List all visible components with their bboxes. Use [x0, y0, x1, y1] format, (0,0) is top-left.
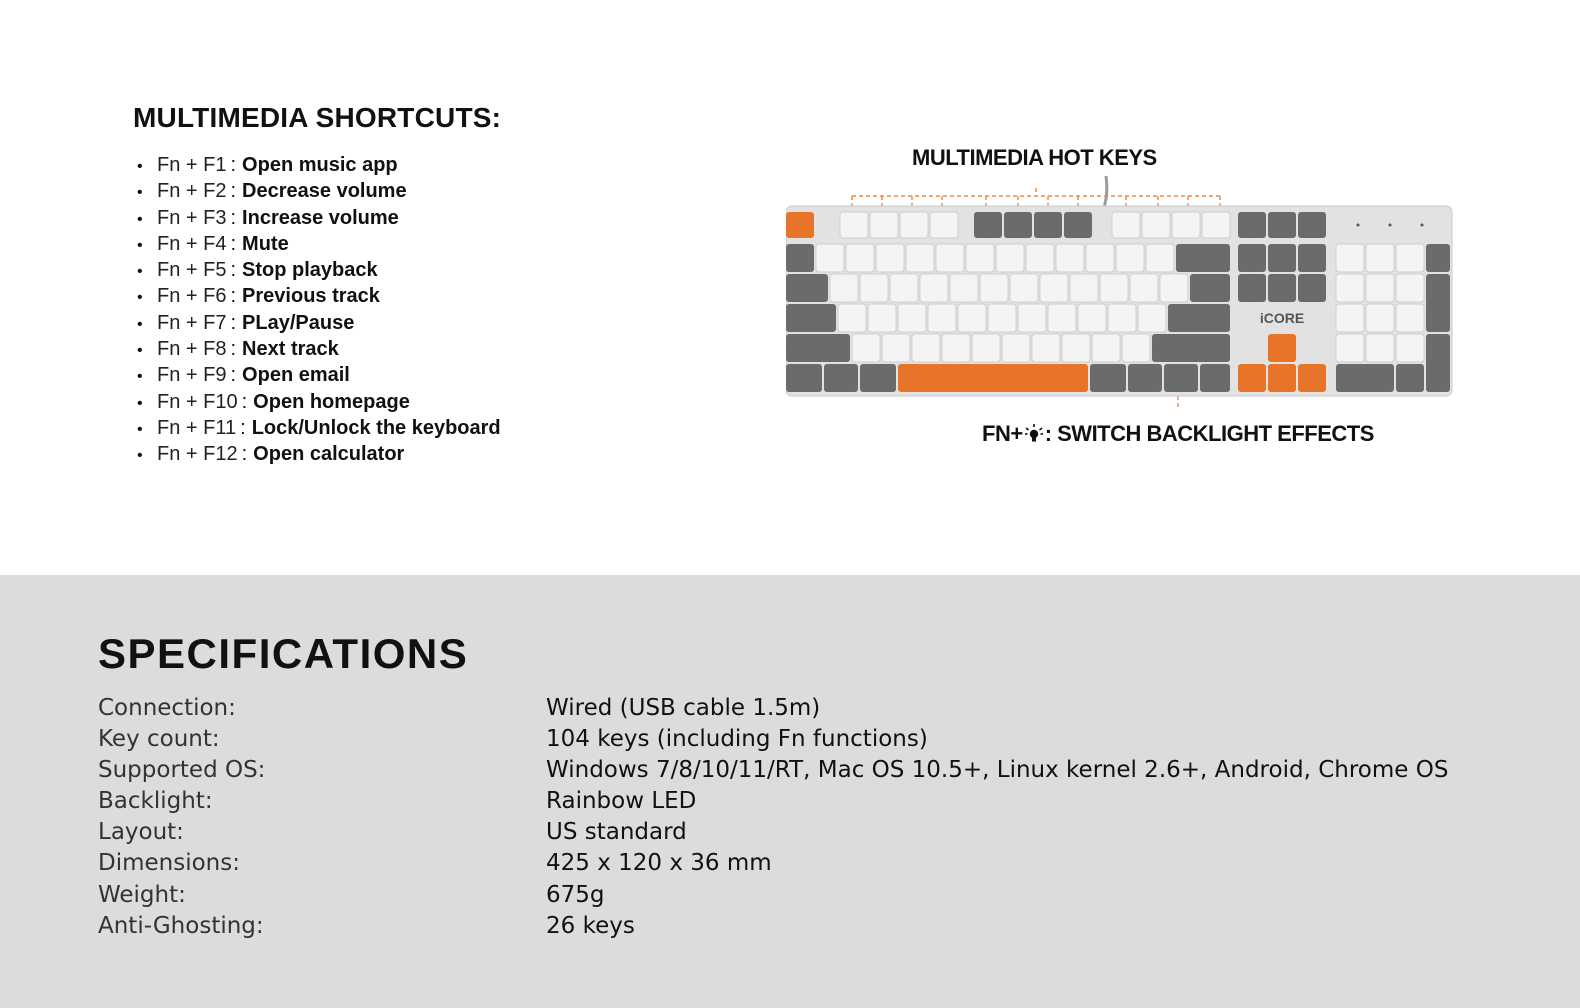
spec-row — [98, 755, 1448, 786]
bullet-icon: • — [137, 210, 143, 228]
shortcut-action: Increase volume — [242, 206, 399, 229]
shortcut-item: • Fn + F7 : PLay/Pause — [137, 310, 501, 336]
bullet-icon: • — [137, 342, 143, 360]
shortcut-combo: Fn + F4 — [157, 232, 227, 255]
brand-logo: iCORE — [1259, 310, 1305, 326]
shortcut-action: Decrease volume — [242, 180, 407, 203]
shortcut-action: Stop playback — [242, 259, 378, 282]
shortcut-combo: Fn + F2 — [157, 180, 227, 203]
shortcut-action: Open homepage — [253, 390, 410, 413]
spec-value: 26 keys — [546, 912, 635, 939]
bullet-icon: • — [137, 368, 143, 386]
shortcut-item: • Fn + F5 : Stop playback — [137, 257, 501, 283]
spec-label: Layout: — [98, 819, 184, 846]
bullet-icon: • — [137, 394, 143, 412]
shortcut-combo: Fn + F12 — [157, 443, 238, 466]
shortcut-item: • Fn + F6 : Previous track — [137, 283, 501, 309]
shortcut-combo: Fn + F9 — [157, 364, 227, 387]
shortcut-combo: Fn + F7 — [157, 311, 227, 334]
shortcut-action: Open music app — [242, 154, 398, 176]
backlight-caption — [982, 421, 1374, 447]
shortcut-combo: Fn + F5 — [157, 259, 227, 282]
shortcut-item: • Fn + F1 : Open music app — [137, 152, 501, 178]
spec-value: 675g — [546, 881, 605, 908]
spec-label: Dimensions: — [98, 850, 240, 877]
bullet-icon: • — [137, 236, 143, 254]
shortcut-list — [137, 152, 501, 468]
shortcut-action: PLay/Pause — [242, 311, 355, 334]
spec-row — [98, 848, 1448, 879]
shortcut-item: • Fn + F3 : Increase volume — [137, 205, 501, 231]
shortcuts-title: MULTIMEDIA SHORTCUTS: — [133, 102, 502, 133]
spec-label: Weight: — [98, 881, 186, 908]
shortcut-item: • Fn + F11 : Lock/Unlock the keyboard — [137, 415, 501, 441]
bullet-icon: • — [137, 158, 143, 175]
backlight-prefix: FN+ — [982, 421, 1023, 446]
shortcut-combo: Fn + F8 — [157, 338, 227, 361]
shortcut-combo: Fn + F6 — [157, 285, 227, 308]
shortcut-combo: Fn + F3 — [157, 206, 227, 229]
shortcut-action: Next track — [242, 338, 339, 361]
spec-value: 425 x 120 x 36 mm — [546, 850, 772, 877]
shortcut-item: • Fn + F12 : Open calculator — [137, 441, 501, 467]
shortcut-item: • Fn + F10 : Open homepage — [137, 389, 501, 415]
spec-value: Wired (USB cable 1.5m) — [546, 695, 821, 721]
spec-row — [98, 693, 1448, 724]
bullet-icon: • — [137, 315, 143, 333]
spec-row — [98, 817, 1448, 848]
lightbulb-icon — [1025, 424, 1043, 444]
spec-value: US standard — [546, 819, 687, 846]
bullet-icon: • — [137, 447, 143, 465]
bullet-icon: • — [137, 263, 143, 281]
spec-label: Backlight: — [98, 788, 213, 815]
spec-row — [98, 724, 1448, 755]
number-row — [786, 244, 1450, 272]
hotkeys-title: MULTIMEDIA HOT KEYS — [912, 145, 1157, 170]
shortcut-item: • Fn + F4 : Mute — [137, 231, 501, 257]
spec-value: 104 keys (including Fn functions) — [546, 726, 928, 753]
shortcut-item: • Fn + F2 : Decrease volume — [137, 178, 501, 204]
specifications-title: SPECIFICATIONS — [98, 630, 469, 677]
keyboard-image — [786, 170, 1458, 410]
spec-label: Supported OS: — [98, 757, 266, 784]
spec-label: Anti-Ghosting: — [98, 912, 264, 939]
backlight-suffix: : SWITCH BACKLIGHT EFFECTS — [1044, 421, 1374, 446]
spec-label: Connection: — [98, 695, 236, 721]
shortcut-action: Lock/Unlock the keyboard — [251, 416, 501, 439]
spec-value: Rainbow LED — [546, 788, 697, 815]
shortcut-action: Mute — [242, 232, 289, 255]
spec-row — [98, 880, 1448, 911]
shortcut-combo: Fn + F11 — [157, 416, 237, 439]
spec-row — [98, 911, 1448, 942]
bullet-icon: • — [137, 289, 143, 307]
shortcut-combo: Fn + F10 — [157, 390, 238, 413]
shortcut-action: Open email — [242, 364, 350, 387]
shortcut-item: • Fn + F8 : Next track — [137, 336, 501, 362]
shortcut-item: • Fn + F9 : Open email — [137, 362, 501, 388]
bullet-icon: • — [137, 420, 143, 438]
bullet-icon: • — [137, 184, 143, 202]
shortcut-action: Open calculator — [253, 443, 405, 466]
shortcut-action: Previous track — [242, 285, 380, 308]
spec-value: Windows 7/8/10/11/RT, Mac OS 10.5+, Linux kernel 2.6+, Android, Chrome OS — [546, 757, 1449, 784]
spec-row — [98, 786, 1448, 817]
shortcut-combo: Fn + F1 — [157, 154, 227, 176]
spec-label: Key count: — [98, 726, 220, 753]
specifications-table — [98, 693, 1448, 942]
keyboard-illustration — [786, 170, 1458, 410]
